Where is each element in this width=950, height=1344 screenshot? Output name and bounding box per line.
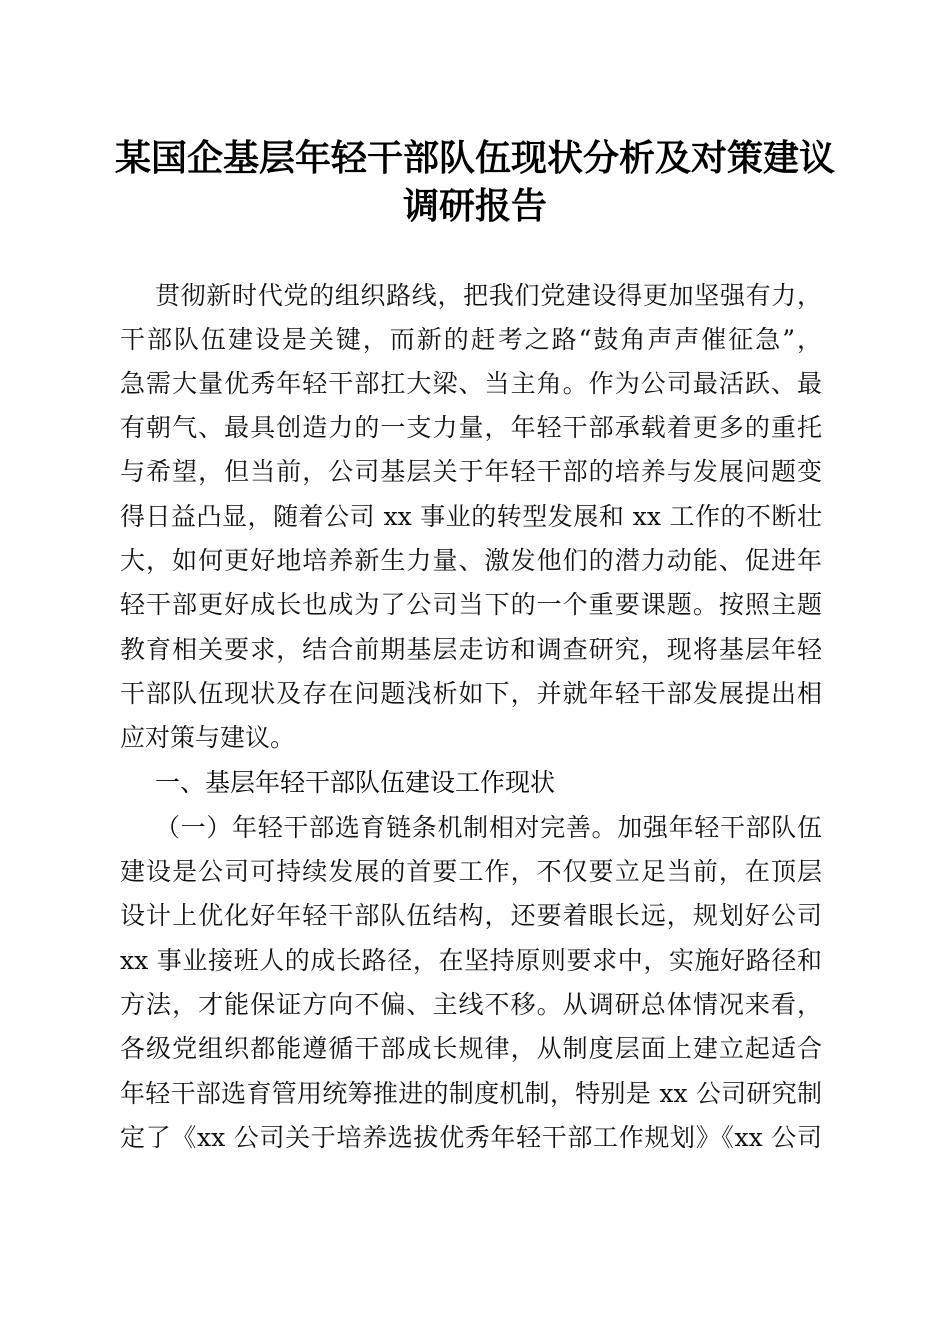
paragraph-line: 有朝气、最具创造力的一支力量，年轻干部承载着更多的重托: [120, 413, 822, 442]
paragraph-line: 应对策与建议。: [120, 723, 296, 752]
document-title-line-2: 调研报告: [402, 185, 547, 227]
paragraph-line: 年轻干部选育管用统筹推进的制度机制，特别是 xx 公司研究制: [120, 1079, 822, 1108]
paragraph-line: 干部队伍建设是关键，而新的赶考之路“鼓角声声催征急”，: [120, 325, 822, 354]
paragraph-line: 急需大量优秀年轻干部扛大梁、当主角。作为公司最活跃、最: [120, 369, 822, 398]
paragraph-line: 定了《xx 公司关于培养选拔优秀年轻干部工作规划》《xx 公司: [120, 1123, 822, 1152]
section-heading: 一、基层年轻干部队伍建设工作现状: [155, 768, 556, 797]
paragraph-line: （一）年轻干部选育链条机制相对完善。加强年轻干部队伍: [155, 813, 822, 842]
paragraph-line: xx 事业接班人的成长路径，在坚持原则要求中，实施好路径和: [120, 946, 822, 975]
paragraph-line: 干部队伍现状及存在问题浅析如下，并就年轻干部发展提出相: [120, 679, 822, 708]
paragraph-line: 与希望，但当前，公司基层关于年轻干部的培养与发展问题变: [120, 457, 822, 486]
paragraph-line: 方法，才能保证方向不偏、主线不移。从调研总体情况来看，: [120, 990, 822, 1019]
paragraph-line: 各级党组织都能遵循干部成长规律，从制度层面上建立起适合: [120, 1034, 822, 1063]
paragraph-line: 得日益凸显，随着公司 xx 事业的转型发展和 xx 工作的不断壮: [120, 502, 822, 531]
paragraph-line: 轻干部更好成长也成为了公司当下的一个重要课题。按照主题: [120, 590, 822, 619]
paragraph-line: 教育相关要求，结合前期基层走访和调查研究，现将基层年轻: [120, 635, 822, 664]
paragraph-line: 设计上优化好年轻干部队伍结构，还要着眼长远，规划好公司: [120, 901, 822, 930]
document-title: 某国企基层年轻干部队伍现状分析及对策建议: [114, 137, 835, 179]
paragraph-line: 建设是公司可持续发展的首要工作，不仅要立足当前，在顶层: [120, 857, 822, 886]
paragraph-line: 贯彻新时代党的组织路线，把我们党建设得更加坚强有力，: [155, 281, 822, 310]
paragraph-line: 大，如何更好地培养新生力量、激发他们的潜力动能、促进年: [120, 546, 822, 575]
